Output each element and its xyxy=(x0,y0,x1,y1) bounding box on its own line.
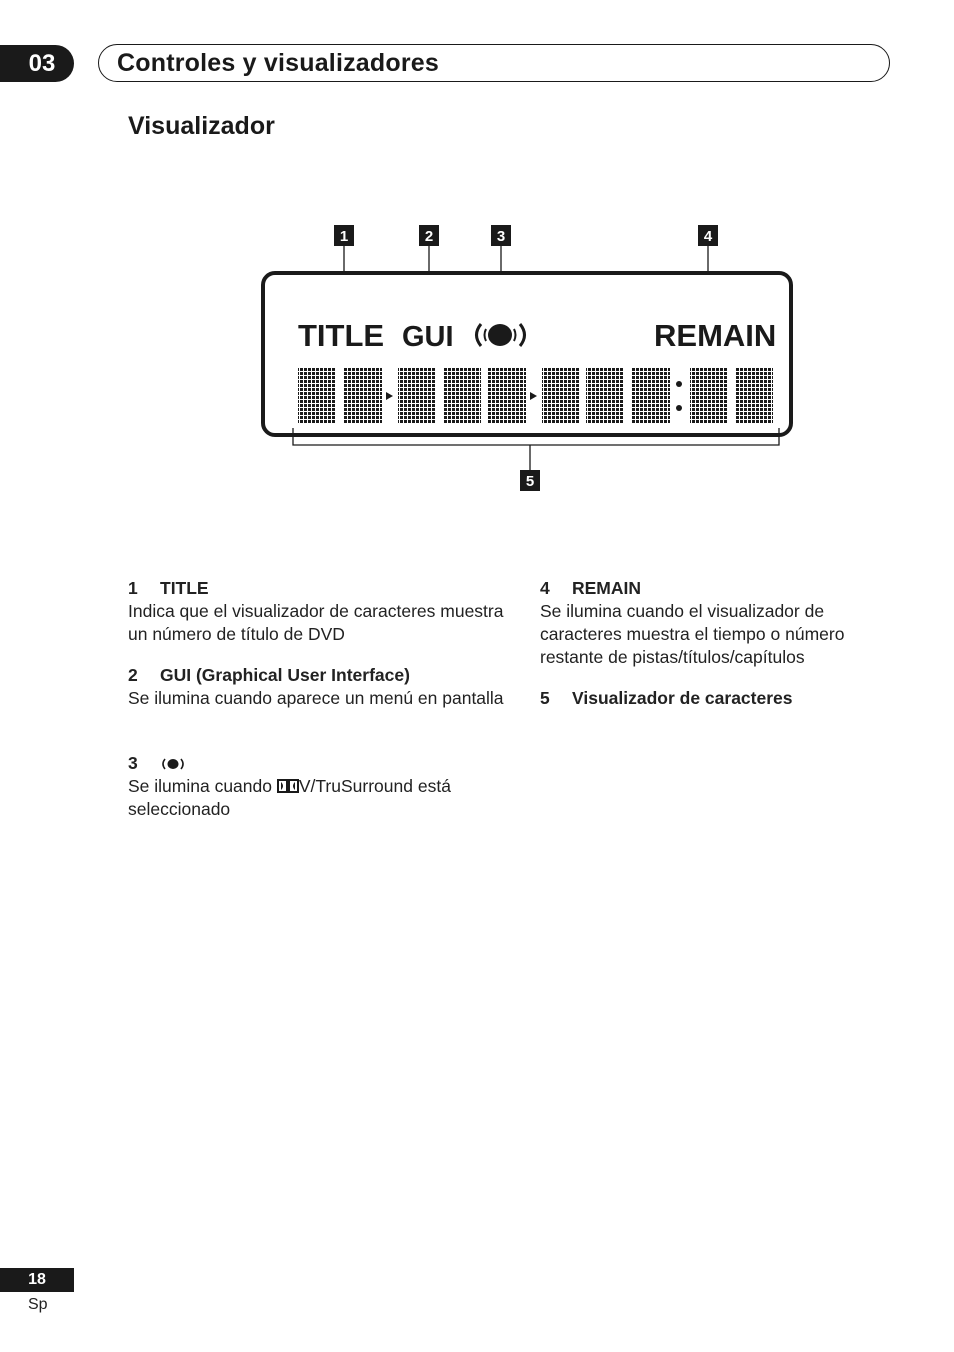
item-4-description xyxy=(540,577,890,669)
page-number-text: 18 xyxy=(28,1271,46,1288)
item-number: 3 xyxy=(128,753,138,773)
chapter-number: 03 xyxy=(28,49,56,77)
item-label: Visualizador de caracteres xyxy=(572,688,793,708)
item-number: 2 xyxy=(128,665,138,685)
item-label: GUI (Graphical User Interface) xyxy=(160,665,410,685)
item-number: 5 xyxy=(540,688,550,708)
item-3-description xyxy=(128,752,508,821)
char-cell xyxy=(632,368,670,424)
char-cell xyxy=(344,368,382,424)
chapter-title: Controles y visualizadores xyxy=(117,48,439,77)
char-cell xyxy=(735,368,773,424)
char-cell xyxy=(542,368,580,424)
colon-dot xyxy=(676,381,682,387)
page-number xyxy=(0,1268,74,1292)
item-1-description xyxy=(128,577,508,646)
callout-label-2: 2 xyxy=(424,228,434,245)
char-cell xyxy=(398,368,436,424)
item-text: Se ilumina cuando el visualizador de caracteres muestra el tiempo o número restante de pistas/títulos/capítulos xyxy=(540,601,845,667)
item-number: 4 xyxy=(540,578,550,598)
callout-5 xyxy=(520,470,540,491)
item-text-part: V/TruSurround está seleccionado xyxy=(128,776,451,819)
lcd-remain-indicator: REMAIN xyxy=(654,318,777,353)
colon-dot xyxy=(676,405,682,411)
item-text: Se ilumina cuando aparece un menú en pantalla xyxy=(128,688,504,708)
callout-2 xyxy=(419,225,439,246)
display-diagram xyxy=(0,0,954,520)
surround-icon xyxy=(160,757,186,771)
callout-4 xyxy=(698,225,718,246)
char-cell xyxy=(586,368,624,424)
callout-label-4: 4 xyxy=(703,228,713,245)
item-label: REMAIN xyxy=(572,578,642,598)
lcd-gui-indicator: GUI xyxy=(402,321,454,353)
item-number: 1 xyxy=(128,578,138,598)
callout-3 xyxy=(491,225,511,246)
callout-label-3: 3 xyxy=(496,228,506,245)
callout-label-1: 1 xyxy=(339,228,349,245)
item-text: Indica que el visualizador de caracteres muestra un número de título de DVD xyxy=(128,601,504,644)
item-label: TITLE xyxy=(160,578,209,598)
lcd-title-indicator: TITLE xyxy=(298,318,385,353)
char-cell xyxy=(298,368,336,424)
char-cell xyxy=(443,368,481,424)
item-text-part: Se ilumina cuando xyxy=(128,776,277,796)
char-cell xyxy=(488,368,526,424)
item-2-description xyxy=(128,664,508,710)
char-cell xyxy=(690,368,728,424)
callout-1 xyxy=(334,225,354,246)
callout-label-5: 5 xyxy=(525,473,535,490)
item-5-description xyxy=(540,687,890,710)
dolby-logo-icon xyxy=(277,779,299,793)
language-code: Sp xyxy=(28,1296,48,1313)
section-title: Visualizador xyxy=(128,112,275,140)
